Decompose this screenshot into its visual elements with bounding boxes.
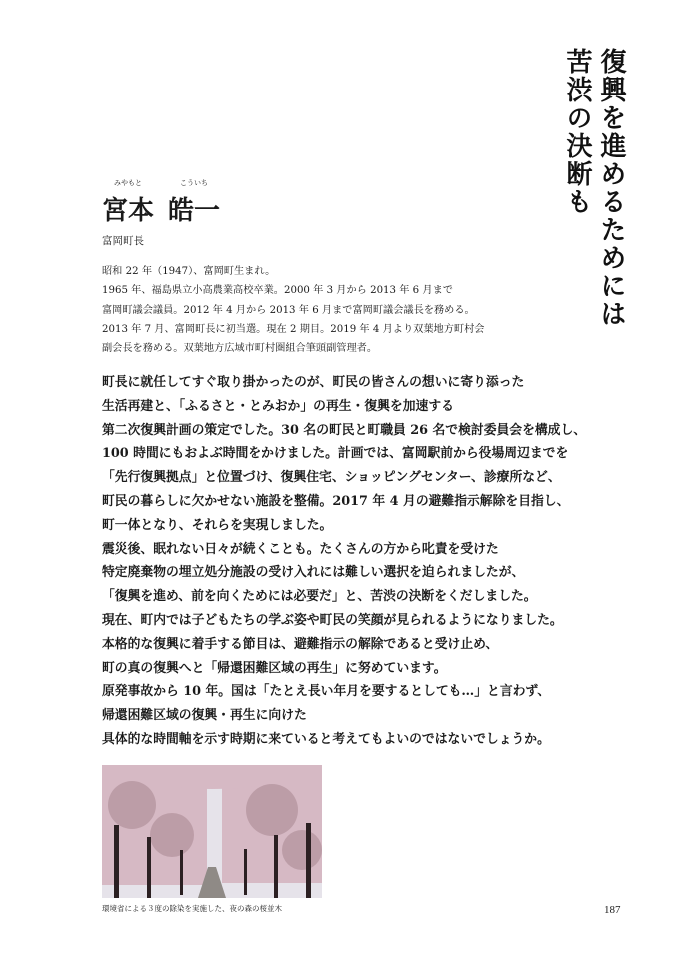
article-body	[102, 371, 602, 752]
author-name	[102, 179, 221, 227]
blossom-cluster	[150, 813, 194, 857]
page-number: 187	[604, 904, 621, 916]
blossom-cluster	[282, 830, 322, 870]
body-line: 帰還困難区域の復興・再生に向けた	[102, 708, 307, 724]
bio-line: 昭和 22 年（1947）、富岡町生まれ。	[102, 266, 276, 277]
photo-caption: 環境省による３度の除染を実施した、夜の森の桜並木	[102, 904, 282, 913]
body-line: 生活再建と、「ふるさと・とみおか」の再生・復興を加速する	[102, 398, 454, 414]
article-title-line1: 復興を進めるためには	[596, 48, 626, 328]
blossom-cluster	[108, 781, 156, 829]
body-line: 「先行復興拠点」と位置づけ、復興住宅、ショッピングセンター、診療所など、	[102, 470, 561, 486]
author-surname: 宮本 みやもと	[102, 179, 155, 226]
bio-line: 1965 年、福島県立小高農業高校卒業。2000 年 3 月から 2013 年 6 月まで	[102, 285, 453, 297]
body-line: 具体的な時間軸を示す時期に来ていると考えてもよいのではないでしょうか。	[102, 731, 550, 747]
tree-trunk	[274, 835, 278, 898]
body-line: 町長に就任してすぐ取り掛かったのが、町民の皆さんの想いに寄り添った	[102, 375, 525, 390]
cherry-tree-avenue-illustration	[102, 765, 322, 898]
tree-trunk	[114, 825, 119, 898]
given-name-ruby: こういち	[180, 179, 209, 187]
bio-line: 2013 年 7 月、富岡町長に初当選。現在 2 期目。2019 年 4 月より双葉地方町村会	[102, 323, 485, 335]
body-line: 本格的な復興に着手する節目は、避難指示の解除であると受け止め、	[102, 636, 499, 652]
body-line: 現在、町内では子どもたちの学ぶ姿や町民の笑顔が見られるようになりました。	[102, 612, 563, 628]
body-line: 町一体となり、それらを実現しました。	[102, 517, 333, 533]
body-line: 町民の暮らしに欠かせない施設を整備。2017 年 4 月の避難指示解除を目指し、	[102, 493, 570, 509]
body-line: 原発事故から 10 年。国は「たとえ長い年月を要するとしても…」と言わず、	[102, 684, 550, 700]
tree-trunk	[244, 849, 247, 895]
surname-ruby: みやもと	[114, 179, 142, 187]
bio-line: 副会長を務める。双葉地方広域市町村圏組合筆頭副管理者。	[102, 343, 378, 355]
blossom-cluster	[246, 784, 298, 836]
body-line: 「復興を進め、前を向くためには必要だ」と、苦渋の決断をくだしました。	[102, 589, 537, 605]
author-position: 富岡町長	[102, 235, 144, 247]
author-given-name: 皓一 こういち	[168, 179, 221, 226]
bio-line: 富岡町議会議員。2012 年 4 月から 2013 年 6 月まで富岡町議会議長を務める。	[102, 304, 475, 316]
tree-trunk	[147, 837, 151, 898]
cherry-blossom-photo	[102, 765, 322, 898]
author-bio	[102, 262, 542, 358]
body-line: 100 時間にもおよぶ時間をかけました。計画では、富岡駅前から役場周辺までを	[102, 446, 569, 462]
body-line: 特定廃棄物の埋立処分施設の受け入れには難しい選択を迫られましたが、	[102, 565, 525, 581]
body-line: 町の真の復興へと「帰還困難区域の再生」に努めています。	[102, 660, 447, 676]
body-line: 第二次復興計画の策定でした。30 名の町民と町職員 26 名で検討委員会を構成し、	[102, 422, 587, 438]
article-title-line2: 苦渋の決断も	[562, 48, 592, 216]
body-line: 震災後、眠れない日々が続くことも。たくさんの方から叱責を受けた	[102, 541, 499, 557]
tree-trunk	[306, 823, 311, 898]
tree-trunk	[180, 850, 183, 895]
